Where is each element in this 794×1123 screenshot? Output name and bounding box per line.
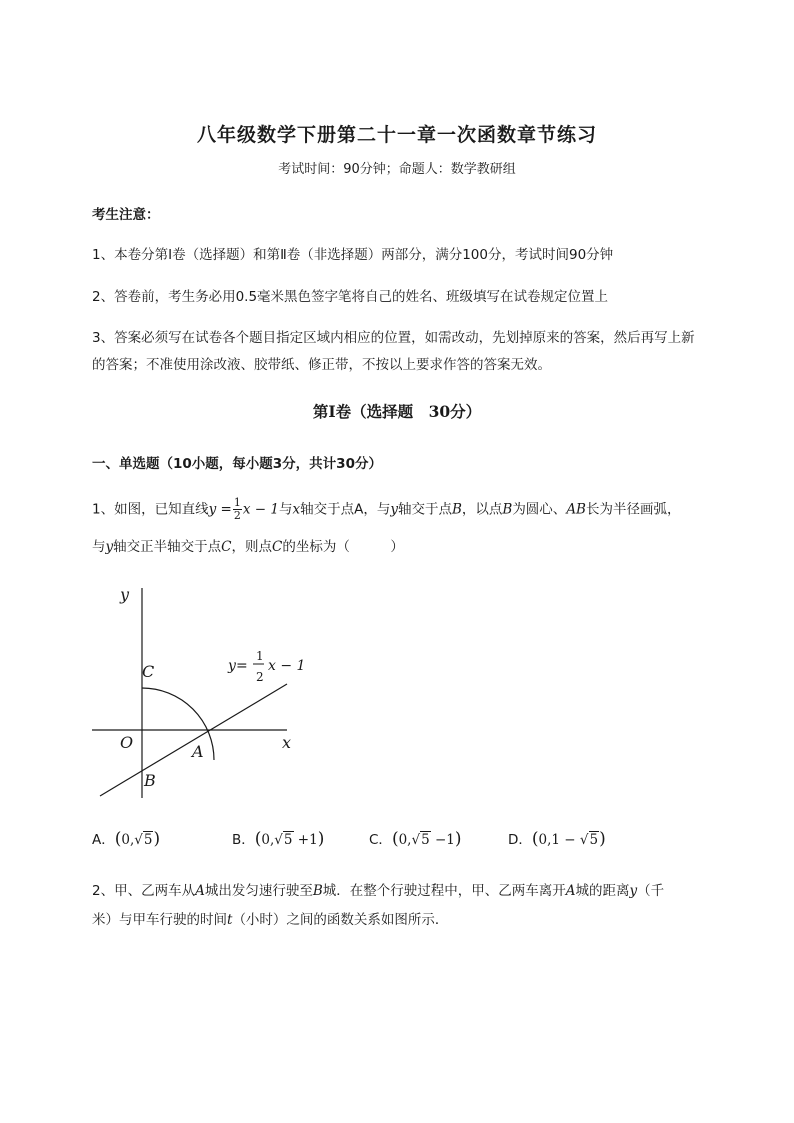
fraction-one-half: $\frac{1}{2}$	[233, 496, 241, 522]
equation-denominator: 2	[256, 670, 264, 684]
option-d[interactable]: D．(0,1 − √5)	[508, 829, 606, 849]
y-axis-label: y	[120, 585, 130, 604]
question-2-line-2: 米）与甲车行驶的时间t（小时）之间的函数关系如图所示．	[92, 912, 449, 928]
page-title: 八年级数学下册第二十一章一次函数章节练习	[196, 124, 597, 146]
option-c[interactable]: C．(0,√5 −1)	[369, 829, 462, 849]
equation-y: y	[228, 658, 236, 674]
notice-item-2: 2、答卷前，考生务必用0.5毫米黑色签字笔将自己的姓名、班级填写在试卷规定位置上	[92, 289, 609, 305]
question-1-figure	[92, 580, 312, 810]
notice-item-1: 1、本卷分第I卷（选择题）和第Ⅱ卷（非选择题）两部分，满分100分，考试时间90分钟	[92, 247, 614, 263]
equation-rest: x − 1	[268, 658, 306, 674]
point-b-label: B	[144, 771, 156, 790]
equation-numerator: 1	[256, 649, 264, 663]
part1-heading: 一、单选题（10小题，每小题3分，共计30分）	[92, 456, 382, 472]
option-a[interactable]: A．(0,√5)	[92, 829, 161, 849]
section-title: 第I卷（选择题 30分）	[312, 402, 482, 421]
exam-info: 考试时间：90分钟；命题人：数学教研组	[278, 162, 516, 177]
origin-label: O	[120, 733, 134, 752]
option-b[interactable]: B．(0,√5 +1)	[232, 829, 325, 849]
question-1-options	[92, 828, 712, 852]
point-a-label: A	[192, 742, 204, 761]
notice-heading: 考生注意：	[92, 207, 160, 223]
notice-item-3: 3、答案必须写在试卷各个题目指定区域内相应的位置，如需改动，先划掉原来的答案，然后再写上新	[92, 330, 695, 346]
point-c-label: C	[142, 662, 155, 681]
question-1-line-2: 与y轴交正半轴交于点C，则点C的坐标为（ ）	[92, 539, 404, 555]
equation-equals: =	[236, 658, 248, 674]
question-2-line-1: 2、甲、乙两车从A城出发匀速行驶至B城．在整个行驶过程中，甲、乙两车离开A城的距离y（千	[92, 883, 665, 899]
x-axis-label: x	[282, 733, 292, 752]
question-1-line-1: 1、如图，已知直线y = $\frac{1}{2}$ x − 1与x轴交于点A，与y轴交于点B，以点B为圆心、AB长为半径画弧，	[92, 496, 681, 522]
notice-item-3-continued: 的答案；不准使用涂改液、胶带纸、修正带，不按以上要求作答的答案无效。	[92, 357, 551, 373]
